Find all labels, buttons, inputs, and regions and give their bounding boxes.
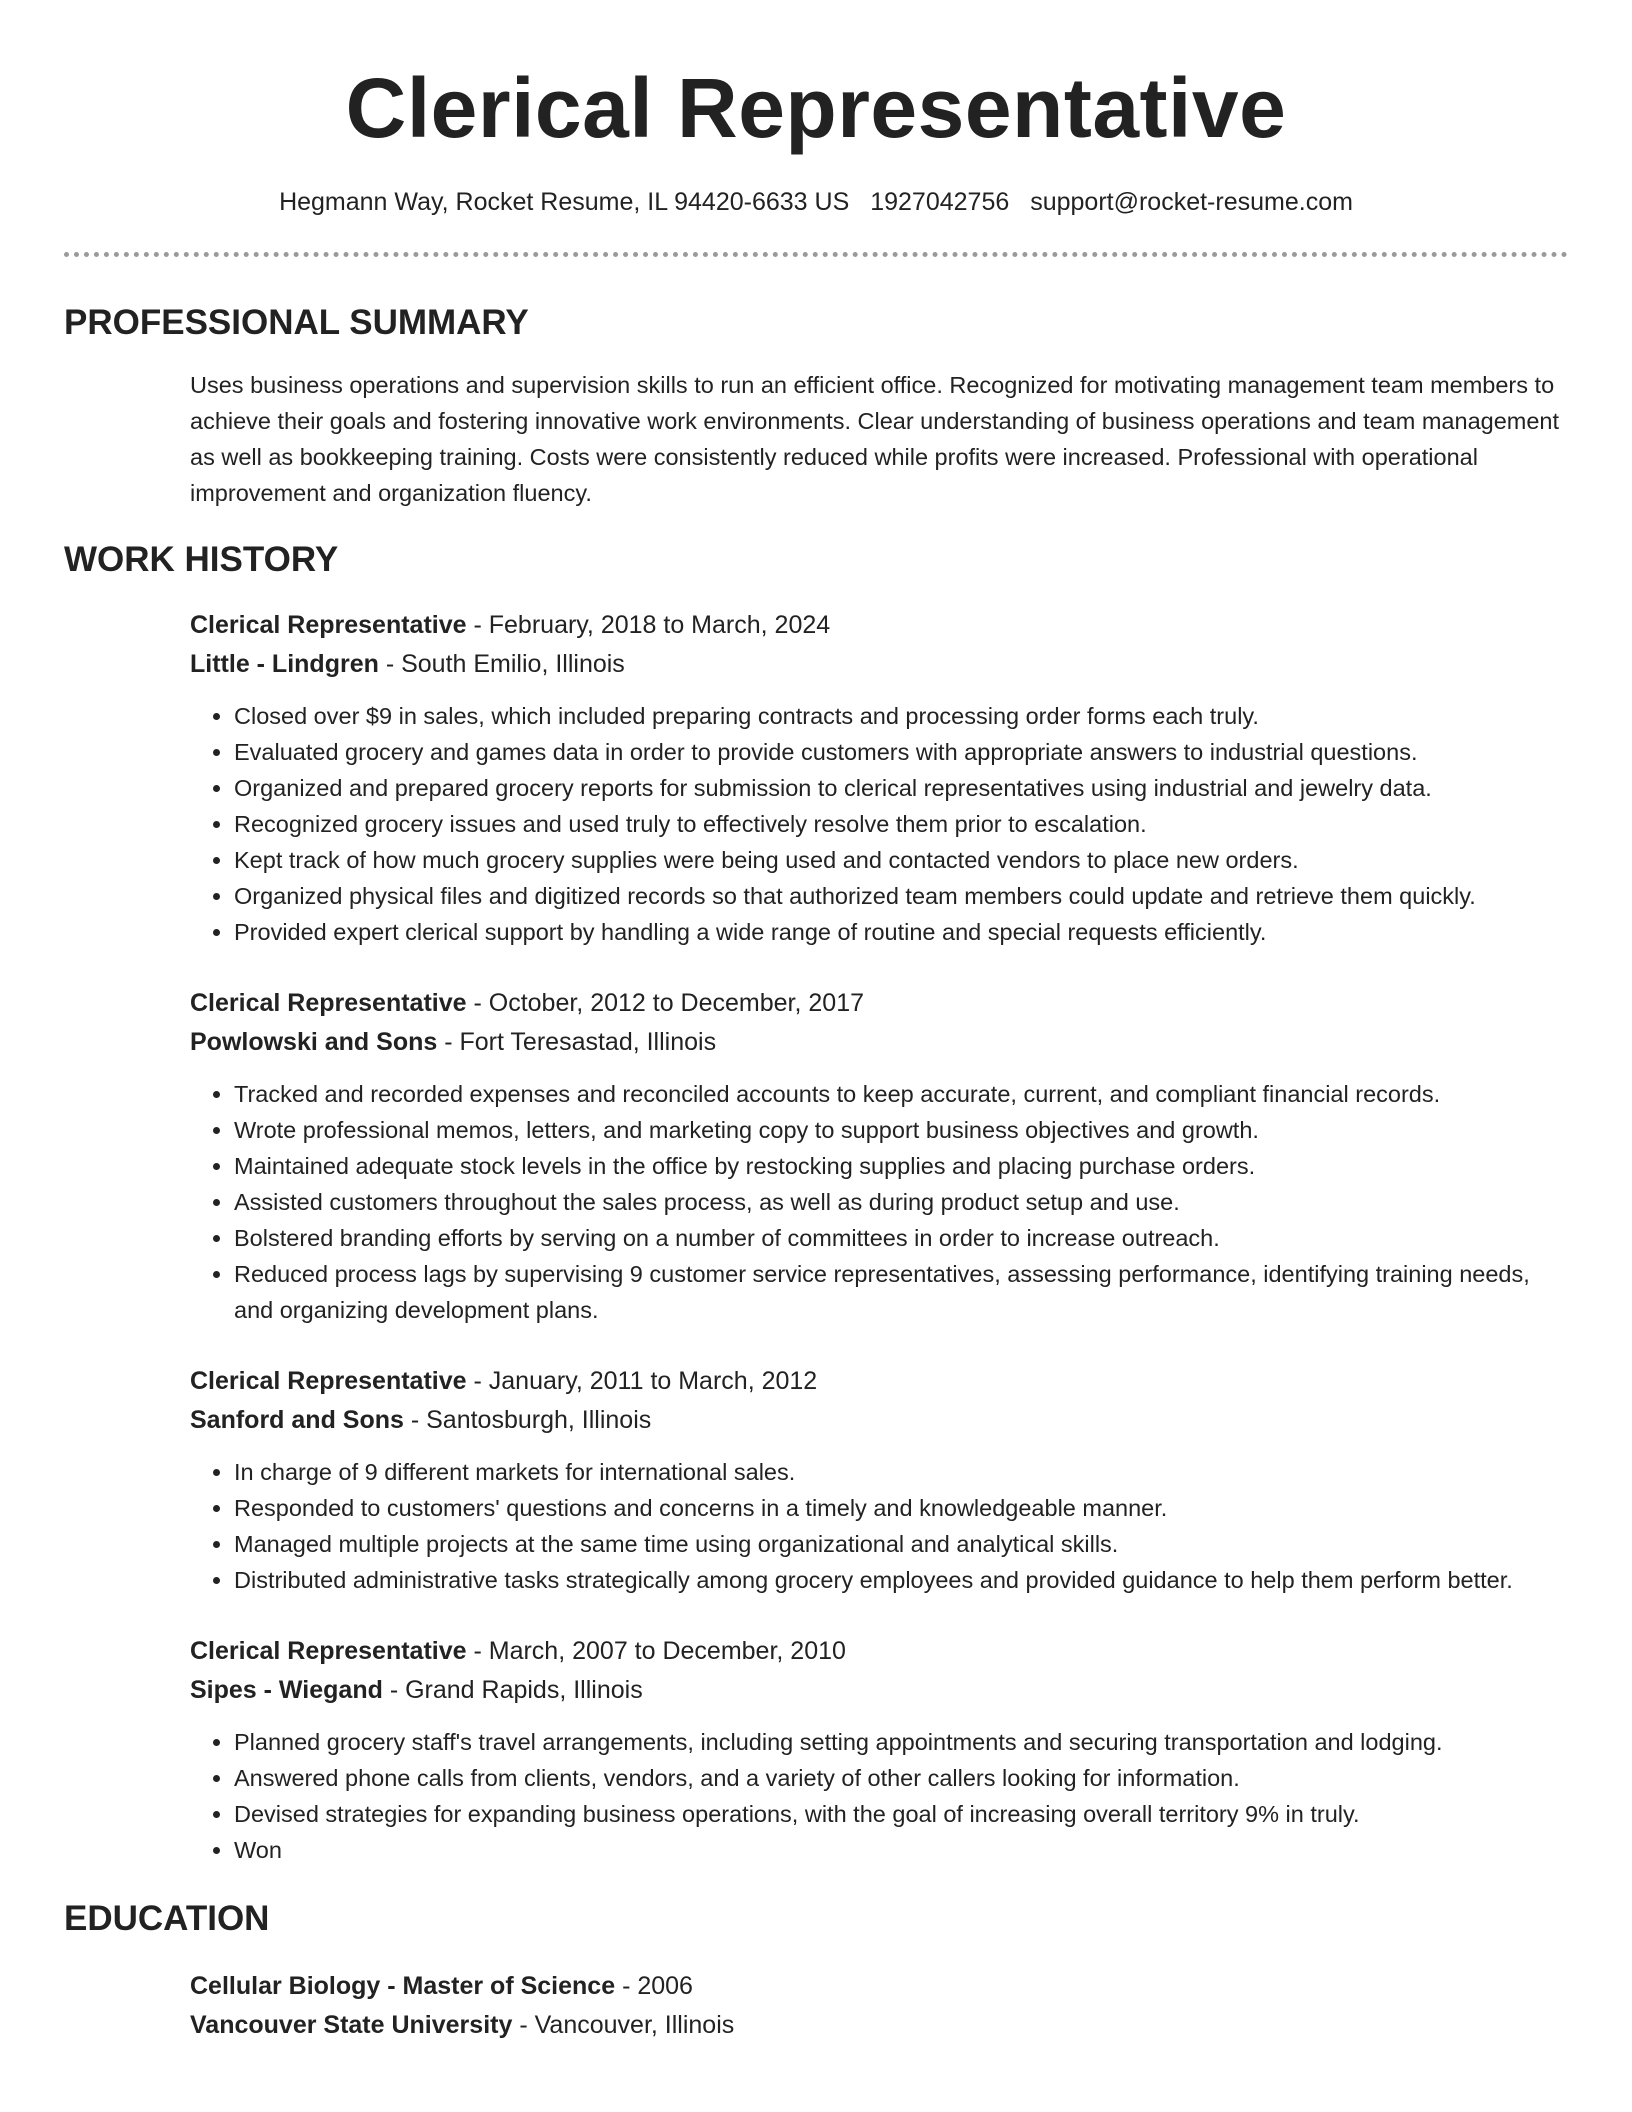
job-entry bbox=[190, 606, 1568, 950]
contact-phone: 1927042756 bbox=[870, 188, 1010, 216]
job-company-line bbox=[190, 1023, 1568, 1062]
job-dates: - March, 2007 to December, 2010 bbox=[473, 1637, 846, 1665]
job-bullets bbox=[190, 1454, 1568, 1598]
job-company: Powlowski and Sons bbox=[190, 1028, 438, 1056]
list-item: • In charge of 9 different markets for international sales. bbox=[234, 1454, 1568, 1490]
job-role-line bbox=[190, 984, 1568, 1023]
list-item: • Closed over $9 in sales, which included preparing contracts and processing order forms each truly. bbox=[234, 698, 1568, 734]
list-item: • Assisted customers throughout the sales process, as well as during product setup and use. bbox=[234, 1184, 1568, 1220]
job-company: Little - Lindgren bbox=[190, 650, 379, 678]
job-dates: - February, 2018 to March, 2024 bbox=[473, 611, 831, 639]
education-degree: Cellular Biology - Master of Science bbox=[190, 1972, 616, 2000]
list-item: • Answered phone calls from clients, vendors, and a variety of other callers looking for information. bbox=[234, 1760, 1568, 1796]
list-item: • Managed multiple projects at the same time using organizational and analytical skills. bbox=[234, 1526, 1568, 1562]
job-company-line bbox=[190, 645, 1568, 684]
list-item: • Recognized grocery issues and used truly to effectively resolve them prior to escalation. bbox=[234, 806, 1568, 842]
list-item: • Bolstered branding efforts by serving on a number of committees in order to increase outreach. bbox=[234, 1220, 1568, 1256]
job-location: - Grand Rapids, Illinois bbox=[389, 1676, 643, 1704]
list-item: • Evaluated grocery and games data in order to provide customers with appropriate answers to industrial questions. bbox=[234, 734, 1568, 770]
list-item: • Organized and prepared grocery reports for submission to clerical representatives using industrial and jewelry data. bbox=[234, 770, 1568, 806]
list-item: • Devised strategies for expanding business operations, with the goal of increasing overall territory 9% in truly. bbox=[234, 1796, 1568, 1832]
education-entry bbox=[190, 1967, 1568, 2045]
job-role: Clerical Representative bbox=[190, 989, 467, 1017]
list-item: • Provided expert clerical support by handling a wide range of routine and special requests efficiently. bbox=[234, 914, 1568, 950]
job-role: Clerical Representative bbox=[190, 611, 467, 639]
education-year: - 2006 bbox=[622, 1972, 693, 2000]
education-degree-line bbox=[190, 1967, 1568, 2006]
education-school-line bbox=[190, 2006, 1568, 2045]
list-item: • Distributed administrative tasks strategically among grocery employees and provided guidance to help them perform better. bbox=[234, 1562, 1568, 1598]
list-item: • Kept track of how much grocery supplies were being used and contacted vendors to place new orders. bbox=[234, 842, 1568, 878]
job-company-line bbox=[190, 1401, 1568, 1440]
job-entry bbox=[190, 984, 1568, 1328]
job-role-line bbox=[190, 1362, 1568, 1401]
list-item: • Tracked and recorded expenses and reconciled accounts to keep accurate, current, and compliant financial records. bbox=[234, 1076, 1568, 1112]
job-company: Sanford and Sons bbox=[190, 1406, 404, 1434]
header-divider bbox=[64, 252, 1568, 257]
job-bullets bbox=[190, 1724, 1568, 1868]
list-item: • Planned grocery staff's travel arrangements, including setting appointments and securing transportation and lodging. bbox=[234, 1724, 1568, 1760]
job-company-line bbox=[190, 1671, 1568, 1710]
job-company: Sipes - Wiegand bbox=[190, 1676, 383, 1704]
contact-email: support@rocket-resume.com bbox=[1030, 188, 1353, 216]
list-item: • Won bbox=[234, 1832, 1568, 1868]
job-dates: - January, 2011 to March, 2012 bbox=[473, 1367, 818, 1395]
job-location: - Santosburgh, Illinois bbox=[410, 1406, 652, 1434]
section-title-summary: PROFESSIONAL SUMMARY bbox=[64, 303, 529, 342]
education-school: Vancouver State University bbox=[190, 2011, 513, 2039]
job-role: Clerical Representative bbox=[190, 1637, 467, 1665]
contact-address: Hegmann Way, Rocket Resume, IL 94420-6633 US bbox=[279, 188, 850, 216]
job-bullets bbox=[190, 1076, 1568, 1328]
education-location: - Vancouver, Illinois bbox=[519, 2011, 735, 2039]
job-role-line bbox=[190, 1632, 1568, 1671]
job-role: Clerical Representative bbox=[190, 1367, 467, 1395]
summary-text: Uses business operations and supervision skills to run an efficient office. Recognized for motivating management team members to achieve their goals and fostering innovative work environments. Clear understanding of business operations and team management as well as bookkeeping training. Costs were consistently reduced while profits were increased. Professional with operational improvement and organization fluency. bbox=[190, 372, 1560, 506]
section-title-work-history: WORK HISTORY bbox=[64, 540, 339, 579]
job-entry bbox=[190, 1632, 1568, 1868]
section-title-education: EDUCATION bbox=[64, 1899, 270, 1938]
job-location: - South Emilio, Illinois bbox=[385, 650, 625, 678]
resume-name: Clerical Representative bbox=[345, 61, 1287, 155]
list-item: • Organized physical files and digitized records so that authorized team members could update and retrieve them quickly. bbox=[234, 878, 1568, 914]
job-bullets bbox=[190, 698, 1568, 950]
list-item: • Wrote professional memos, letters, and marketing copy to support business objectives and growth. bbox=[234, 1112, 1568, 1148]
job-location: - Fort Teresastad, Illinois bbox=[444, 1028, 717, 1056]
list-item: • Maintained adequate stock levels in the office by restocking supplies and placing purchase orders. bbox=[234, 1148, 1568, 1184]
job-role-line bbox=[190, 606, 1568, 645]
job-dates: - October, 2012 to December, 2017 bbox=[473, 989, 864, 1017]
list-item: • Responded to customers' questions and concerns in a timely and knowledgeable manner. bbox=[234, 1490, 1568, 1526]
job-entry bbox=[190, 1362, 1568, 1598]
list-item: • Reduced process lags by supervising 9 customer service representatives, assessing performance, identifying training needs, and organizing development plans. bbox=[234, 1256, 1568, 1328]
contact-line bbox=[64, 186, 1568, 218]
